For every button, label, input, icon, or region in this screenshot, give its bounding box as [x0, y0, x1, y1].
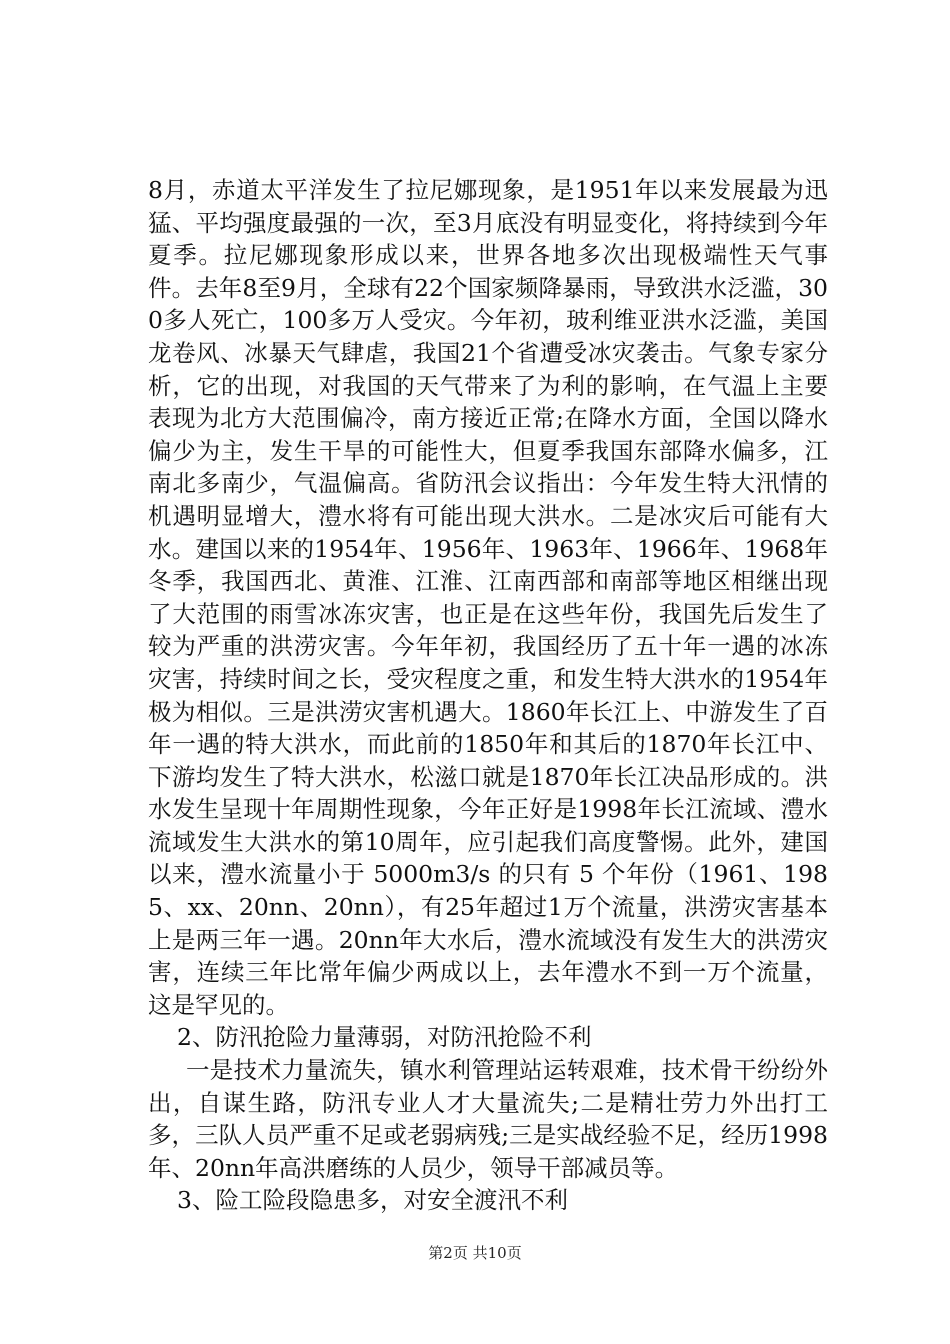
document-body	[148, 174, 828, 1217]
heading-flood-force-weak: 2、防汛抢险力量薄弱，对防汛抢险不利	[177, 1023, 592, 1052]
page-footer: 第2页 共10页	[428, 1244, 522, 1262]
paragraph-flood-force-details: 一是技术力量流失，镇水利管理站运转艰难，技术骨干纷纷外出，自谋生路，防汛专业人才大量流失;二是精壮劳力外出打工多，三队人员严重不足或老弱病残;三是实战经验不足，经历1998年、20nn年高洪磨练的人员少，领导干部减员等。	[148, 1056, 828, 1182]
heading-danger-sections: 3、险工险段隐患多，对安全渡汛不利	[177, 1186, 568, 1215]
paragraph-lanina-flood-risk: 8月，赤道太平洋发生了拉尼娜现象，是1951年以来发展最为迅猛、平均强度最强的一次，至3月底没有明显变化，将持续到今年夏季。拉尼娜现象形成以来，世界各地多次出现极端性天气事件。去年8至9月，全球有22个国家频降暴雨，导致洪水泛滥，300多人死亡，100多万人受灾。今年初，玻利维亚洪水泛滥，美国龙卷风、冰暴天气肆虐，我国21个省遭受冰灾袭击。气象专家分析，它的出现，对我国的天气带来了为利的影响，在气温上主要表现为北方大范围偏冷，南方接近正常;在降水方面，全国以降水偏少为主，发生干旱的可能性大，但夏季我国东部降水偏多，江南北多南少，气温偏高。省防汛会议指出：今年发生特大汛情的机遇明显增大，澧水将有可能出现大洪水。二是冰灾后可能有大水。建国以来的1954年、1956年、1963年、1966年、1968年冬季，我国西北、黄淮、江淮、江南西部和南部等地区相继出现了大范围的雨雪冰冻灾害，也正是在这些年份，我国先后发生了较为严重的洪涝灾害。今年年初，我国经历了五十年一遇的冰冻灾害，持续时间之长，受灾程度之重，和发生特大洪水的1954年极为相似。三是洪涝灾害机遇大。1860年长江上、中游发生了百年一遇的特大洪水，而此前的1850年和其后的1870年长江中、下游均发生了特大洪水，松滋口就是1870年长江决品形成的。洪水发生呈现十年周期性现象，今年正好是1998年长江流域、澧水流域发生大洪水的第10周年，应引起我们高度警惕。此外，建国以来，澧水流量小于 5000m3/s 的只有 5 个年份（1961、1985、xx、20nn、20nn），有25年超过1万个流量，洪涝灾害基本上是两三年一遇。20nn年大水后，澧水流域没有发生大的洪涝灾害，连续三年比常年偏少两成以上，去年澧水不到一万个流量，这是罕见的。	[148, 176, 828, 1019]
